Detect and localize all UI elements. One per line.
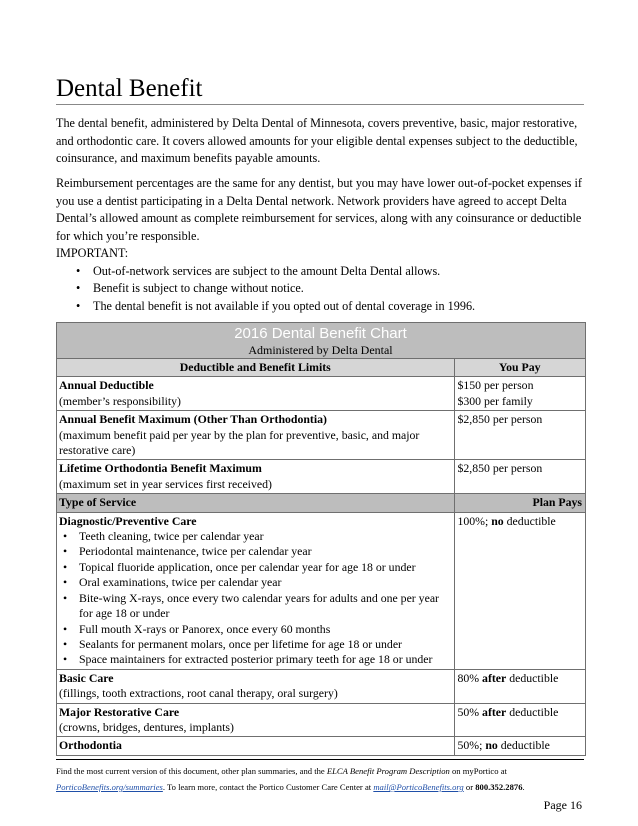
list-item: • Bite-wing X-rays, once every two calendar years for adults and one per year for age 18 or under — [59, 591, 451, 622]
chart-subtitle: Administered by Delta Dental — [248, 343, 393, 357]
row-name: Basic Care — [59, 670, 114, 685]
table-row — [57, 669, 586, 703]
section-header-plan-pays: Plan Pays — [455, 494, 586, 512]
list-item: • Benefit is subject to change without notice. — [56, 280, 586, 298]
chart-header — [57, 323, 586, 359]
important-label: IMPORTANT: — [56, 246, 129, 260]
list-item: • Full mouth X-rays or Panorex, once every 60 months — [59, 622, 451, 637]
list-item: • Oral examinations, twice per calendar year — [59, 575, 451, 590]
title-divider — [56, 104, 584, 105]
reimbursement-paragraph: Reimbursement percentages are the same for any dentist, but you may have lower out-of-pocket expenses if you use a dentist participating in a Delta Dental network. Network providers have agreed to accept Delta Dental’s allowed amount as complete reimbursement for services, along with any coinsurance or deductible for which you’re responsible. — [56, 176, 582, 243]
column-header-limits: Deductible and Benefit Limits — [57, 359, 455, 377]
row-value: 100%; no deductible — [455, 512, 586, 669]
row-value: $300 per family — [457, 393, 533, 408]
list-item: • Out-of-network services are subject to the amount Delta Dental allows. — [56, 263, 586, 281]
list-item: • Sealants for permanent molars, once per lifetime for age 18 or under — [59, 637, 451, 652]
page-footer — [56, 763, 586, 795]
important-list — [56, 263, 586, 316]
page-title: Dental Benefit — [56, 75, 203, 102]
footer-line-1: Find the most current version of this document, other plan summaries, and the ELCA Benefit Program Description on myPortico at — [56, 766, 507, 776]
row-value: $2,850 per person — [457, 412, 543, 427]
row-value: 50%; no deductible — [455, 737, 586, 755]
table-row — [57, 411, 586, 460]
row-value: 80% after deductible — [455, 669, 586, 703]
section-header-row — [57, 494, 586, 512]
row-description: (fillings, tooth extractions, root canal therapy, oral surgery) — [59, 686, 338, 701]
table-row — [57, 460, 586, 494]
table-row — [57, 703, 586, 737]
summaries-link[interactable]: PorticoBenefits.org/summaries — [56, 782, 163, 792]
table-row — [57, 737, 586, 755]
footer-line-2: PorticoBenefits.org/summaries. To learn more, contact the Portico Customer Care Center at mail@PorticoBenefits.org or 800.352.2876. — [56, 782, 525, 792]
row-name: Annual Benefit Maximum (Other Than Orthodontia) — [59, 412, 327, 427]
row-name: Lifetime Orthodontia Benefit Maximum — [59, 461, 262, 476]
preventive-services-list — [59, 529, 451, 668]
table-row — [57, 512, 586, 669]
row-name: Major Restorative Care — [59, 704, 180, 719]
list-item: • Space maintainers for extracted posterior primary teeth for age 18 or under — [59, 652, 451, 667]
list-item: • The dental benefit is not available if you opted out of dental coverage in 1996. — [56, 298, 586, 316]
page-number: Page 16 — [543, 798, 582, 812]
column-header-you-pay: You Pay — [455, 359, 586, 377]
phone-number: 800.352.2876 — [475, 782, 523, 792]
column-header-row — [57, 359, 586, 377]
row-value: $2,850 per person — [457, 461, 543, 476]
footer-divider — [56, 759, 584, 760]
section-header-service: Type of Service — [57, 494, 455, 512]
list-item: • Periodontal maintenance, twice per calendar year — [59, 544, 451, 559]
dental-benefit-chart — [56, 322, 586, 756]
row-description: (member’s responsibility) — [59, 393, 181, 408]
email-link[interactable]: mail@PorticoBenefits.org — [373, 782, 464, 792]
chart-title: 2016 Dental Benefit Chart — [234, 325, 407, 342]
row-description: (maximum benefit paid per year by the plan for preventive, basic, and major restorative care) — [59, 427, 420, 458]
important-notice — [56, 245, 586, 315]
intro-paragraph: The dental benefit, administered by Delta Dental of Minnesota, covers preventive, basic, major restorative, and orthodontic care. It covers allowed amounts for your eligible dental expenses subject to the deductible, coinsurance, and maximum benefits payable amounts. — [56, 116, 578, 165]
table-row — [57, 377, 586, 411]
row-value: 50% after deductible — [455, 703, 586, 737]
list-item: • Teeth cleaning, twice per calendar year — [59, 529, 451, 544]
row-description: (maximum set in year services first received) — [59, 476, 272, 491]
row-name: Diagnostic/Preventive Care — [59, 513, 197, 528]
row-value: $150 per person — [457, 378, 534, 393]
row-name: Orthodontia — [59, 738, 122, 753]
row-name: Annual Deductible — [59, 378, 154, 393]
row-description: (crowns, bridges, dentures, implants) — [59, 719, 234, 734]
list-item: • Topical fluoride application, once per calendar year for age 18 or under — [59, 560, 451, 575]
